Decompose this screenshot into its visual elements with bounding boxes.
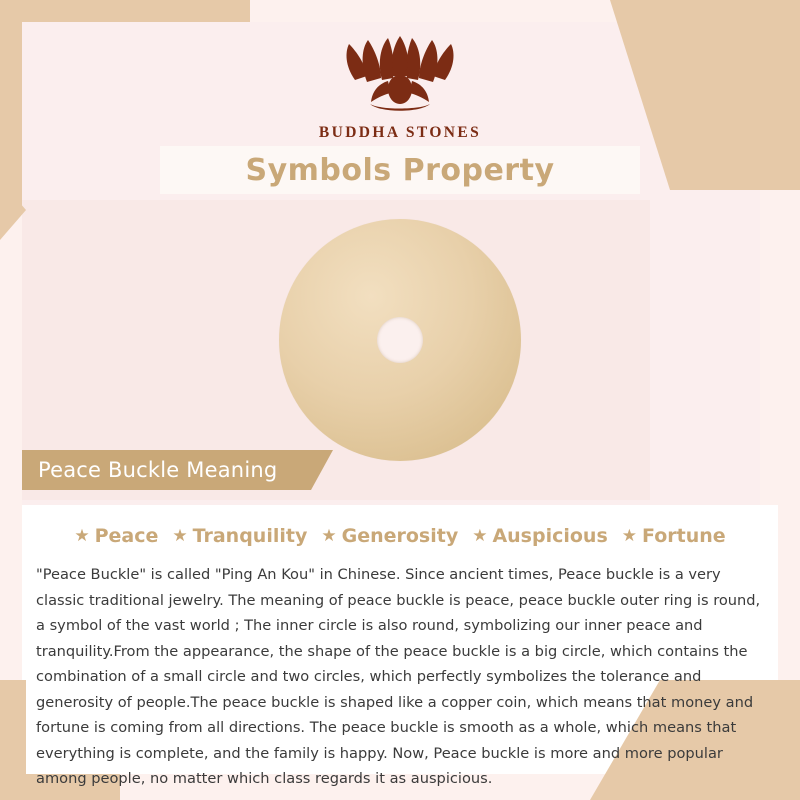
brand-name: BUDDHA STONES bbox=[318, 124, 482, 141]
corner-accent-bottom-left-vertical bbox=[0, 680, 26, 800]
keyword-label: Tranquility bbox=[192, 525, 308, 547]
keyword-item bbox=[321, 525, 458, 547]
keyword-label: Fortune bbox=[642, 525, 726, 547]
keyword-item bbox=[74, 525, 158, 547]
keyword-item bbox=[472, 525, 608, 547]
keyword-item bbox=[622, 525, 726, 547]
section-ribbon bbox=[22, 450, 311, 490]
star-icon: ★ bbox=[621, 525, 638, 546]
product-image-area bbox=[0, 205, 800, 475]
keyword-list bbox=[30, 525, 770, 547]
star-icon: ★ bbox=[74, 525, 90, 546]
peace-buckle-donut-icon bbox=[279, 219, 521, 461]
keyword-item bbox=[172, 525, 307, 547]
star-icon: ★ bbox=[321, 525, 337, 546]
brand-logo bbox=[0, 18, 800, 142]
page-title: Symbols Property bbox=[245, 152, 555, 188]
lotus-meditation-figure-icon bbox=[315, 18, 485, 118]
star-icon: ★ bbox=[472, 525, 488, 546]
keyword-label: Auspicious bbox=[492, 525, 608, 547]
keyword-label: Peace bbox=[94, 525, 159, 547]
page-title-band bbox=[160, 146, 640, 194]
section-ribbon-label: Peace Buckle Meaning bbox=[38, 458, 278, 482]
description-paragraph: "Peace Buckle" is called "Ping An Kou" in Chinese. Since ancient times, Peace buckle is a very classic traditional jewelry. The meaning of peace buckle is peace, peace buckle outer ring is round, a symbol of the vast world ; The inner circle is also round, symbolizing our inner peace and tranquility.From the appearance, the shape of the peace buckle is a big circle, which contains the combination of a small circle and two circles, which perfectly symbolizes the tolerance and generosity of people.The peace buckle is shaped like a copper coin, which means that money and fortune is coming from all directions. The peace buckle is smooth as a whole, which means that everything is complete, and the family is happy. Now, Peace buckle is more and more popular among people, no matter which class regards it as auspicious. bbox=[36, 566, 761, 787]
keyword-label: Generosity bbox=[341, 525, 459, 547]
star-icon: ★ bbox=[172, 525, 188, 546]
